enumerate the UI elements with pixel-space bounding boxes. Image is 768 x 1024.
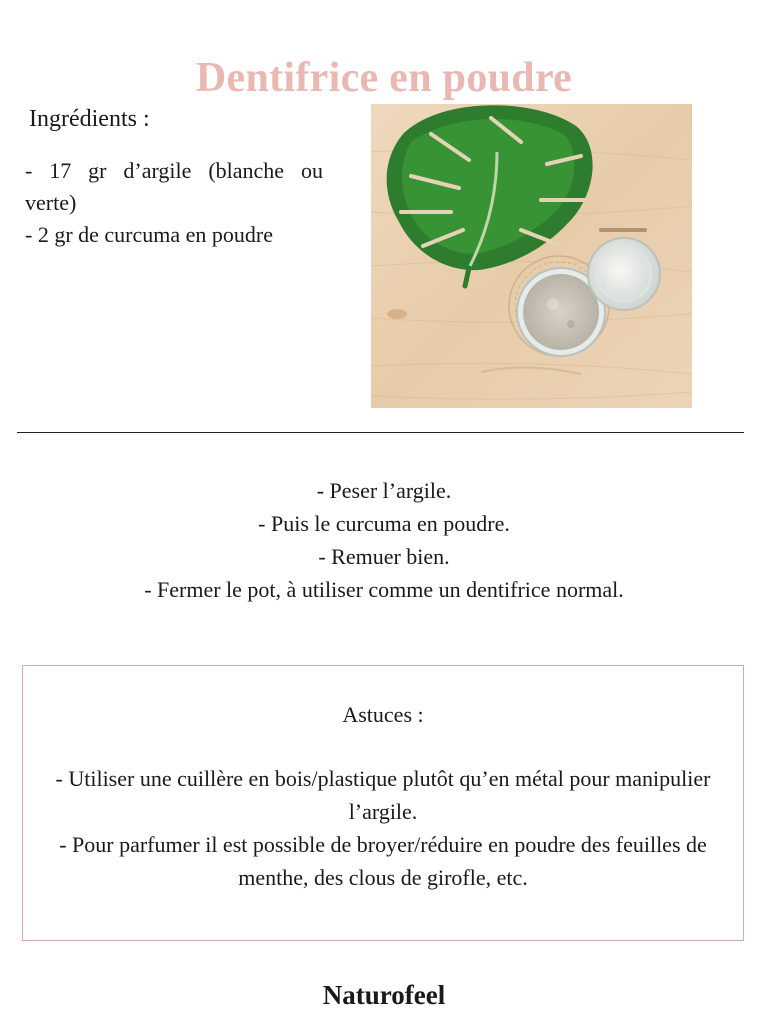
step-line: - Puis le curcuma en poudre. xyxy=(258,511,510,536)
tip-item: - Utiliser une cuillère en bois/plastique plutôt qu’en métal pour manipulier l’argile. xyxy=(55,766,711,824)
ingredient-line: verte) xyxy=(25,190,77,215)
ingredient-line: - 17 gr d’argile (blanche ou xyxy=(25,158,323,183)
brand-footer: Naturofeel xyxy=(322,980,446,1010)
tips-box xyxy=(22,665,744,941)
step-line: - Remuer bien. xyxy=(318,544,450,569)
ingredients-heading: Ingrédients : xyxy=(29,106,150,132)
tip-item: - Pour parfumer il est possible de broyer/réduire en poudre des feuilles de menthe, des clous de girofle, etc. xyxy=(59,832,707,890)
ingredients-list xyxy=(25,155,323,251)
preparation-steps xyxy=(0,474,768,606)
tips-list xyxy=(53,762,713,894)
tips-heading: Astuces : xyxy=(342,702,424,727)
page-title: Dentifrice en poudre xyxy=(195,55,573,102)
step-line: - Peser l’argile. xyxy=(316,478,452,503)
recipe-photo xyxy=(371,104,692,408)
step-line: - Fermer le pot, à utiliser comme un dentifrice normal. xyxy=(144,577,624,602)
ingredient-line: - 2 gr de curcuma en poudre xyxy=(25,222,274,247)
section-divider xyxy=(17,432,744,433)
